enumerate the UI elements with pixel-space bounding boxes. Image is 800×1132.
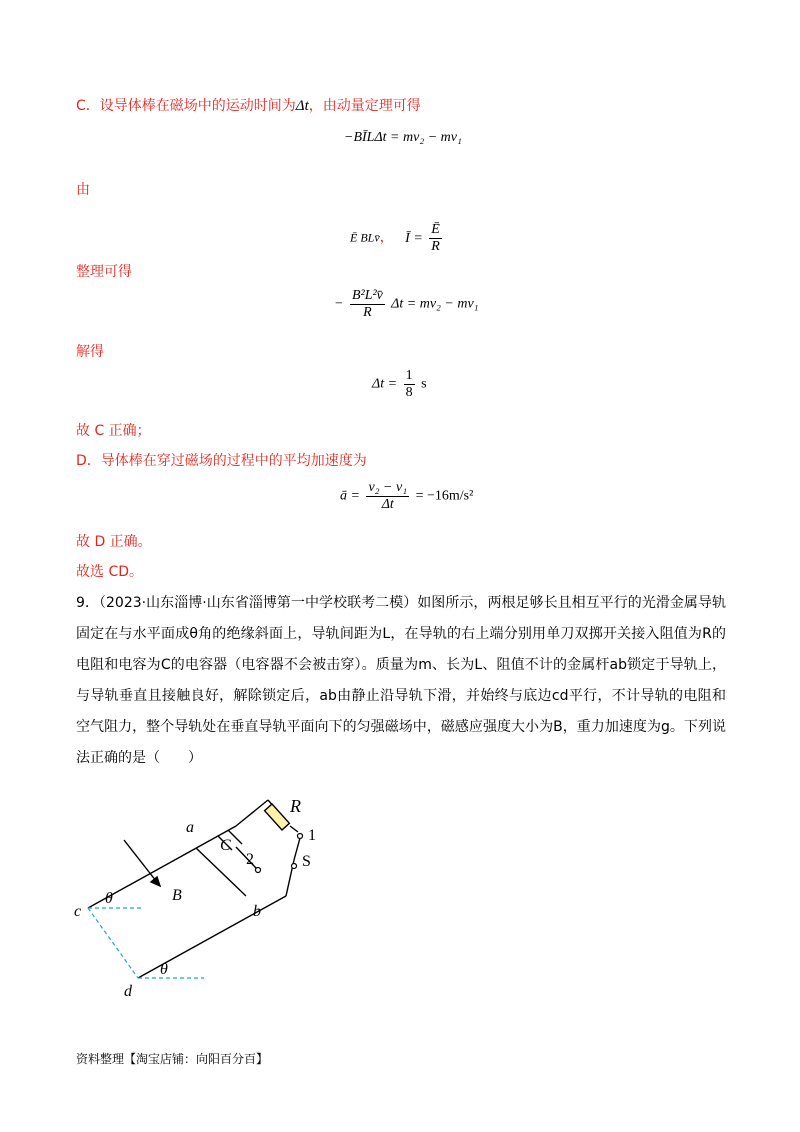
incline-rail-figure xyxy=(60,780,360,1010)
resistor-r xyxy=(265,804,290,830)
label-1: 1 xyxy=(308,827,316,844)
terminal-2 xyxy=(256,868,261,873)
equation-momentum: −BĪLΔt = mv₂ − mv₁ xyxy=(344,130,462,145)
label-d: d xyxy=(124,983,132,1000)
label-2: 2 xyxy=(246,851,254,868)
footer-source: 资料整理【淘宝店铺：向阳百分百】 xyxy=(76,1052,269,1066)
label-c-capacitor: C xyxy=(220,837,231,854)
equation-combined: − $\frac{\text{B²L²v̄}}{R}$ Δt = mv₂ − mv₁ xyxy=(334,288,479,320)
label-r: R xyxy=(290,796,301,816)
solution-d-intro: D．导体棒在穿过磁场的过程中的平均加速度为 xyxy=(76,453,367,469)
solution-c-intro: C．设导体棒在磁场中的运动时间为Δt，由动量定理可得 xyxy=(76,98,421,114)
label-a: a xyxy=(186,819,194,836)
solution-answer: 故选 CD。 xyxy=(76,564,144,580)
question-9-text: 9．（2023·山东淄博·山东省淄博第一中学校联考二模）如图所示，两根足够长且相互平行的光滑金属导轨固定在与水平面成θ角的绝缘斜面上，导轨间距为L，在导轨的右上端分别用单刀双掷开关接入阻值为R的电阻和电容为C的电容器（电容器不会被击穿）。质量为m、长为L、阻值不计的金属杆ab锁定于导轨上，与导轨垂直且接触良好，解除锁定后，ab由静止沿导轨下滑，并始终与底边cd平行，不计导轨的电阻和空气阻力，整个导轨处在垂直导轨平面向下的匀强磁场中，磁感应强度大小为B，重力加速度为g。下列说法正确的是（ ） xyxy=(76,595,726,766)
label-c: c xyxy=(74,903,82,920)
solution-you: 由 xyxy=(76,182,90,198)
slope-edge-cd xyxy=(88,908,138,978)
label-b: b xyxy=(253,903,261,920)
terminal-1 xyxy=(298,834,303,839)
rod-ab xyxy=(196,848,246,896)
label-theta-upper: θ xyxy=(105,890,113,907)
solution-c-correct: 故 C 正确； xyxy=(76,423,151,439)
equation-acceleration: ā = $\frac{\text{v₂ − v₁}}{\Delta t}$ = −16m/s² xyxy=(340,480,474,512)
label-theta-lower: θ xyxy=(160,961,168,978)
delta-t-symbol: Δt xyxy=(295,98,309,114)
rail-top-extension xyxy=(236,800,268,826)
solution-zhengli: 整理可得 xyxy=(76,264,132,280)
solution-d-correct: 故 D 正确。 xyxy=(76,534,152,550)
solution-jiede: 解得 xyxy=(76,344,104,360)
switch-pivot xyxy=(292,864,297,869)
label-s: S xyxy=(302,853,311,870)
equation-emf: Ē BLv̄， Ī = $\frac{Ē}{R}$ xyxy=(350,222,440,254)
label-b-field: B xyxy=(172,887,182,904)
equation-time: Δt = $\frac{1}{8}$ s xyxy=(372,368,427,400)
